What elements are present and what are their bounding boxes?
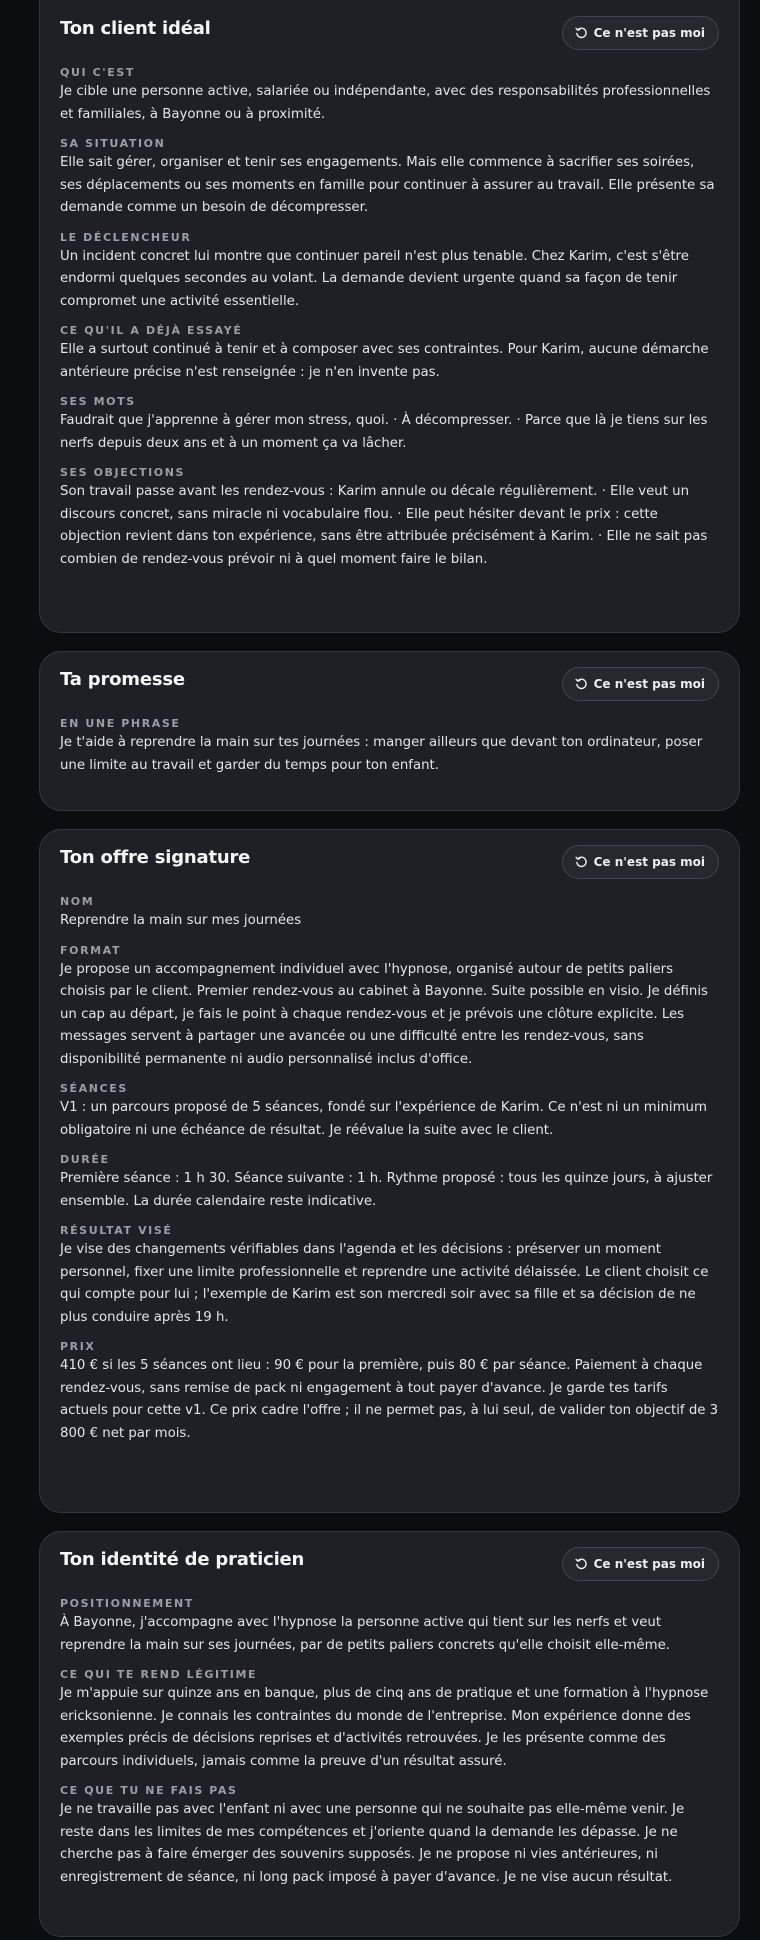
section-objections (60, 465, 719, 571)
section-label: SA SITUATION (60, 137, 166, 150)
section-text: Son travail passe avant les rendez-vous : Karim annule ou décale régulièrement. · Elle veut un discours concret, sans miracle ni vocabulaire flou. · Elle peut hésiter devant le prix : cette objection revient dans ton expérience, sans être attribuée précisément à Karim. · Elle ne sait pas combien de rendez-vous prévoir ni à quel moment faire le bilan. (60, 484, 708, 567)
section-legitimacy (60, 1667, 719, 1773)
section-label: SES OBJECTIONS (60, 466, 186, 479)
section-duration (60, 1152, 719, 1213)
not-me-button[interactable] (562, 1547, 719, 1581)
card-title: Ton client idéal (60, 18, 211, 39)
card-header (60, 0, 719, 57)
section-label: DURÉE (60, 1153, 110, 1166)
section-label: LE DÉCLENCHEUR (60, 230, 192, 244)
section-label: NOM (60, 895, 95, 908)
section-name (60, 894, 719, 933)
not-me-button-label: Ce n'est pas moi (593, 855, 705, 869)
section-trigger (60, 230, 719, 314)
section-label: FORMAT (60, 943, 122, 957)
reset-icon (575, 27, 588, 40)
section-label: SÉANCES (60, 1082, 128, 1095)
section-label: EN UNE PHRASE (60, 717, 181, 730)
card-signature-offer (39, 829, 740, 1513)
reset-icon (575, 856, 588, 869)
section-label: RÉSULTAT VISÉ (60, 1224, 173, 1237)
section-text: Elle a surtout continué à tenir et à composer avec ses contraintes. Pour Karim, aucune démarche antérieure précise n'est renseignée : je n'en invente pas. (60, 342, 709, 380)
section-price (60, 1339, 719, 1445)
section-text: Je ne travaille pas avec l'enfant ni avec une personne qui ne souhaite pas elle-même venir. Je reste dans les limites de mes compétences et j'oriente quand la demande les dépasse. Je ne cherche pas à faire émerger des souvenirs supposés. Je ne propose ni vies antérieures, ni enregistrement de séance, ni long pack imposé à payer d'avance. Je ne vise aucun résultat. (60, 1802, 685, 1885)
section-text: Faudrait que j'apprenne à gérer mon stress, quoi. · À décompresser. · Parce que là je tiens sur les nerfs depuis deux ans et à un moment ça va lâcher. (60, 413, 708, 451)
section-label: QUI C'EST (60, 66, 135, 79)
section-tried (60, 323, 719, 384)
card-title: Ton identité de praticien (60, 1549, 305, 1570)
card-title: Ton offre signature (60, 847, 251, 868)
section-not-done (60, 1783, 719, 1889)
section-text: Je vise des changements vérifiables dans l'agenda et les décisions : préserver un moment personnel, fixer une limite professionnelle et reprendre une activité délaissée. Le client choisit ce qui compte pour lui ; l'exemple de Karim est son mercredi soir avec sa fille et sa décision de ne plus conduire après 19 h. (60, 1242, 709, 1325)
not-me-button-label: Ce n'est pas moi (593, 677, 705, 691)
section-label: CE QUI TE REND LÉGITIME (60, 1668, 258, 1681)
not-me-button[interactable] (562, 845, 719, 879)
section-text: Elle sait gérer, organiser et tenir ses engagements. Mais elle commence à sacrifier ses soirées, ses déplacements ou ses moments en famille pour continuer à assurer au travail. Elle présente sa demande comme un besoin de décompresser. (60, 155, 715, 215)
section-text: Un incident concret lui montre que continuer pareil n'est plus tenable. Chez Karim, c'est s'être endormi quelques secondes au volant. La demande devient urgente quand sa façon de tenir compromet une activité essentielle. (60, 248, 689, 309)
section-label: POSITIONNEMENT (60, 1597, 194, 1610)
card-header (60, 652, 719, 708)
card-header (60, 1532, 719, 1588)
not-me-button[interactable] (562, 16, 719, 50)
section-situation (60, 136, 719, 220)
section-sessions (60, 1081, 719, 1142)
card-title: Ta promesse (60, 669, 185, 690)
section-text: À Bayonne, j'accompagne avec l'hypnose la personne active qui tient sur les nerfs et veut reprendre la main sur ses journées, par de petits paliers concrets qu'elle choisit elle-même. (60, 1615, 670, 1653)
section-who (60, 65, 719, 126)
not-me-button[interactable] (562, 667, 719, 701)
section-label: CE QUE TU NE FAIS PAS (60, 1784, 238, 1797)
not-me-button-label: Ce n'est pas moi (593, 1557, 705, 1571)
section-label: PRIX (60, 1340, 96, 1353)
section-text: V1 : un parcours proposé de 5 séances, fondé sur l'expérience de Karim. Ce n'est ni un minimum obligatoire ni une échéance de résultat. Je réévalue la suite avec le client. (60, 1100, 707, 1138)
card-practitioner-identity (39, 1531, 740, 1937)
card-promise (39, 651, 740, 811)
section-text: Première séance : 1 h 30. Séance suivante : 1 h. Rythme proposé : tous les quinze jours, à ajuster ensemble. La durée calendaire reste indicative. (60, 1171, 713, 1209)
section-text: Je m'appuie sur quinze ans en banque, plus de cinq ans de pratique et une formation à l'hypnose ericksonienne. Je connais les contraintes du monde de l'entreprise. Mon expérience donne des exemples précis de décisions reprises et d'activités retrouvées. Je les présente comme des parcours individuels, jamais comme la preuve d'un résultat assuré. (60, 1686, 709, 1769)
section-words (60, 394, 719, 455)
section-positioning (60, 1596, 719, 1657)
reset-icon (575, 678, 588, 691)
section-label: CE QU'IL A DÉJÀ ESSAYÉ (60, 324, 243, 337)
section-one-sentence (60, 716, 719, 777)
section-text: Je cible une personne active, salariée ou indépendante, avec des responsabilités professionnelles et familiales, à Bayonne ou à proximité. (60, 84, 711, 122)
section-text: Je t'aide à reprendre la main sur tes journées : manger ailleurs que devant ton ordinateur, poser une limite au travail et garder du temps pour ton enfant. (60, 735, 703, 773)
not-me-button-label: Ce n'est pas moi (593, 26, 705, 40)
card-ideal-client (39, 0, 740, 633)
section-text: 410 € si les 5 séances ont lieu : 90 € pour la première, puis 80 € par séance. Paiement à chaque rendez-vous, sans remise de pack ni engagement à tout payer d'avance. Je garde tes tarifs actuels pour cette v1. Ce prix cadre l'offre ; il ne permet pas, à lui seul, de valider ton objectif de 3 800 € net par mois. (60, 1358, 719, 1441)
reset-icon (575, 1558, 588, 1571)
card-header (60, 830, 719, 886)
section-text: Je propose un accompagnement individuel avec l'hypnose, organisé autour de petits paliers choisis par le client. Premier rendez-vous au cabinet à Bayonne. Suite possible en visio. Je définis un cap au départ, je fais le point à chaque rendez-vous et je prévois une clôture explicite. Les messages servent à partager une avancée ou une difficulté entre les rendez-vous, sans disponibilité permanente ni audio personnalisé inclus d'office. (60, 961, 708, 1067)
section-target-result (60, 1223, 719, 1329)
section-format (60, 943, 719, 1072)
section-label: SES MOTS (60, 395, 136, 408)
section-text: Reprendre la main sur mes journées (60, 913, 302, 928)
